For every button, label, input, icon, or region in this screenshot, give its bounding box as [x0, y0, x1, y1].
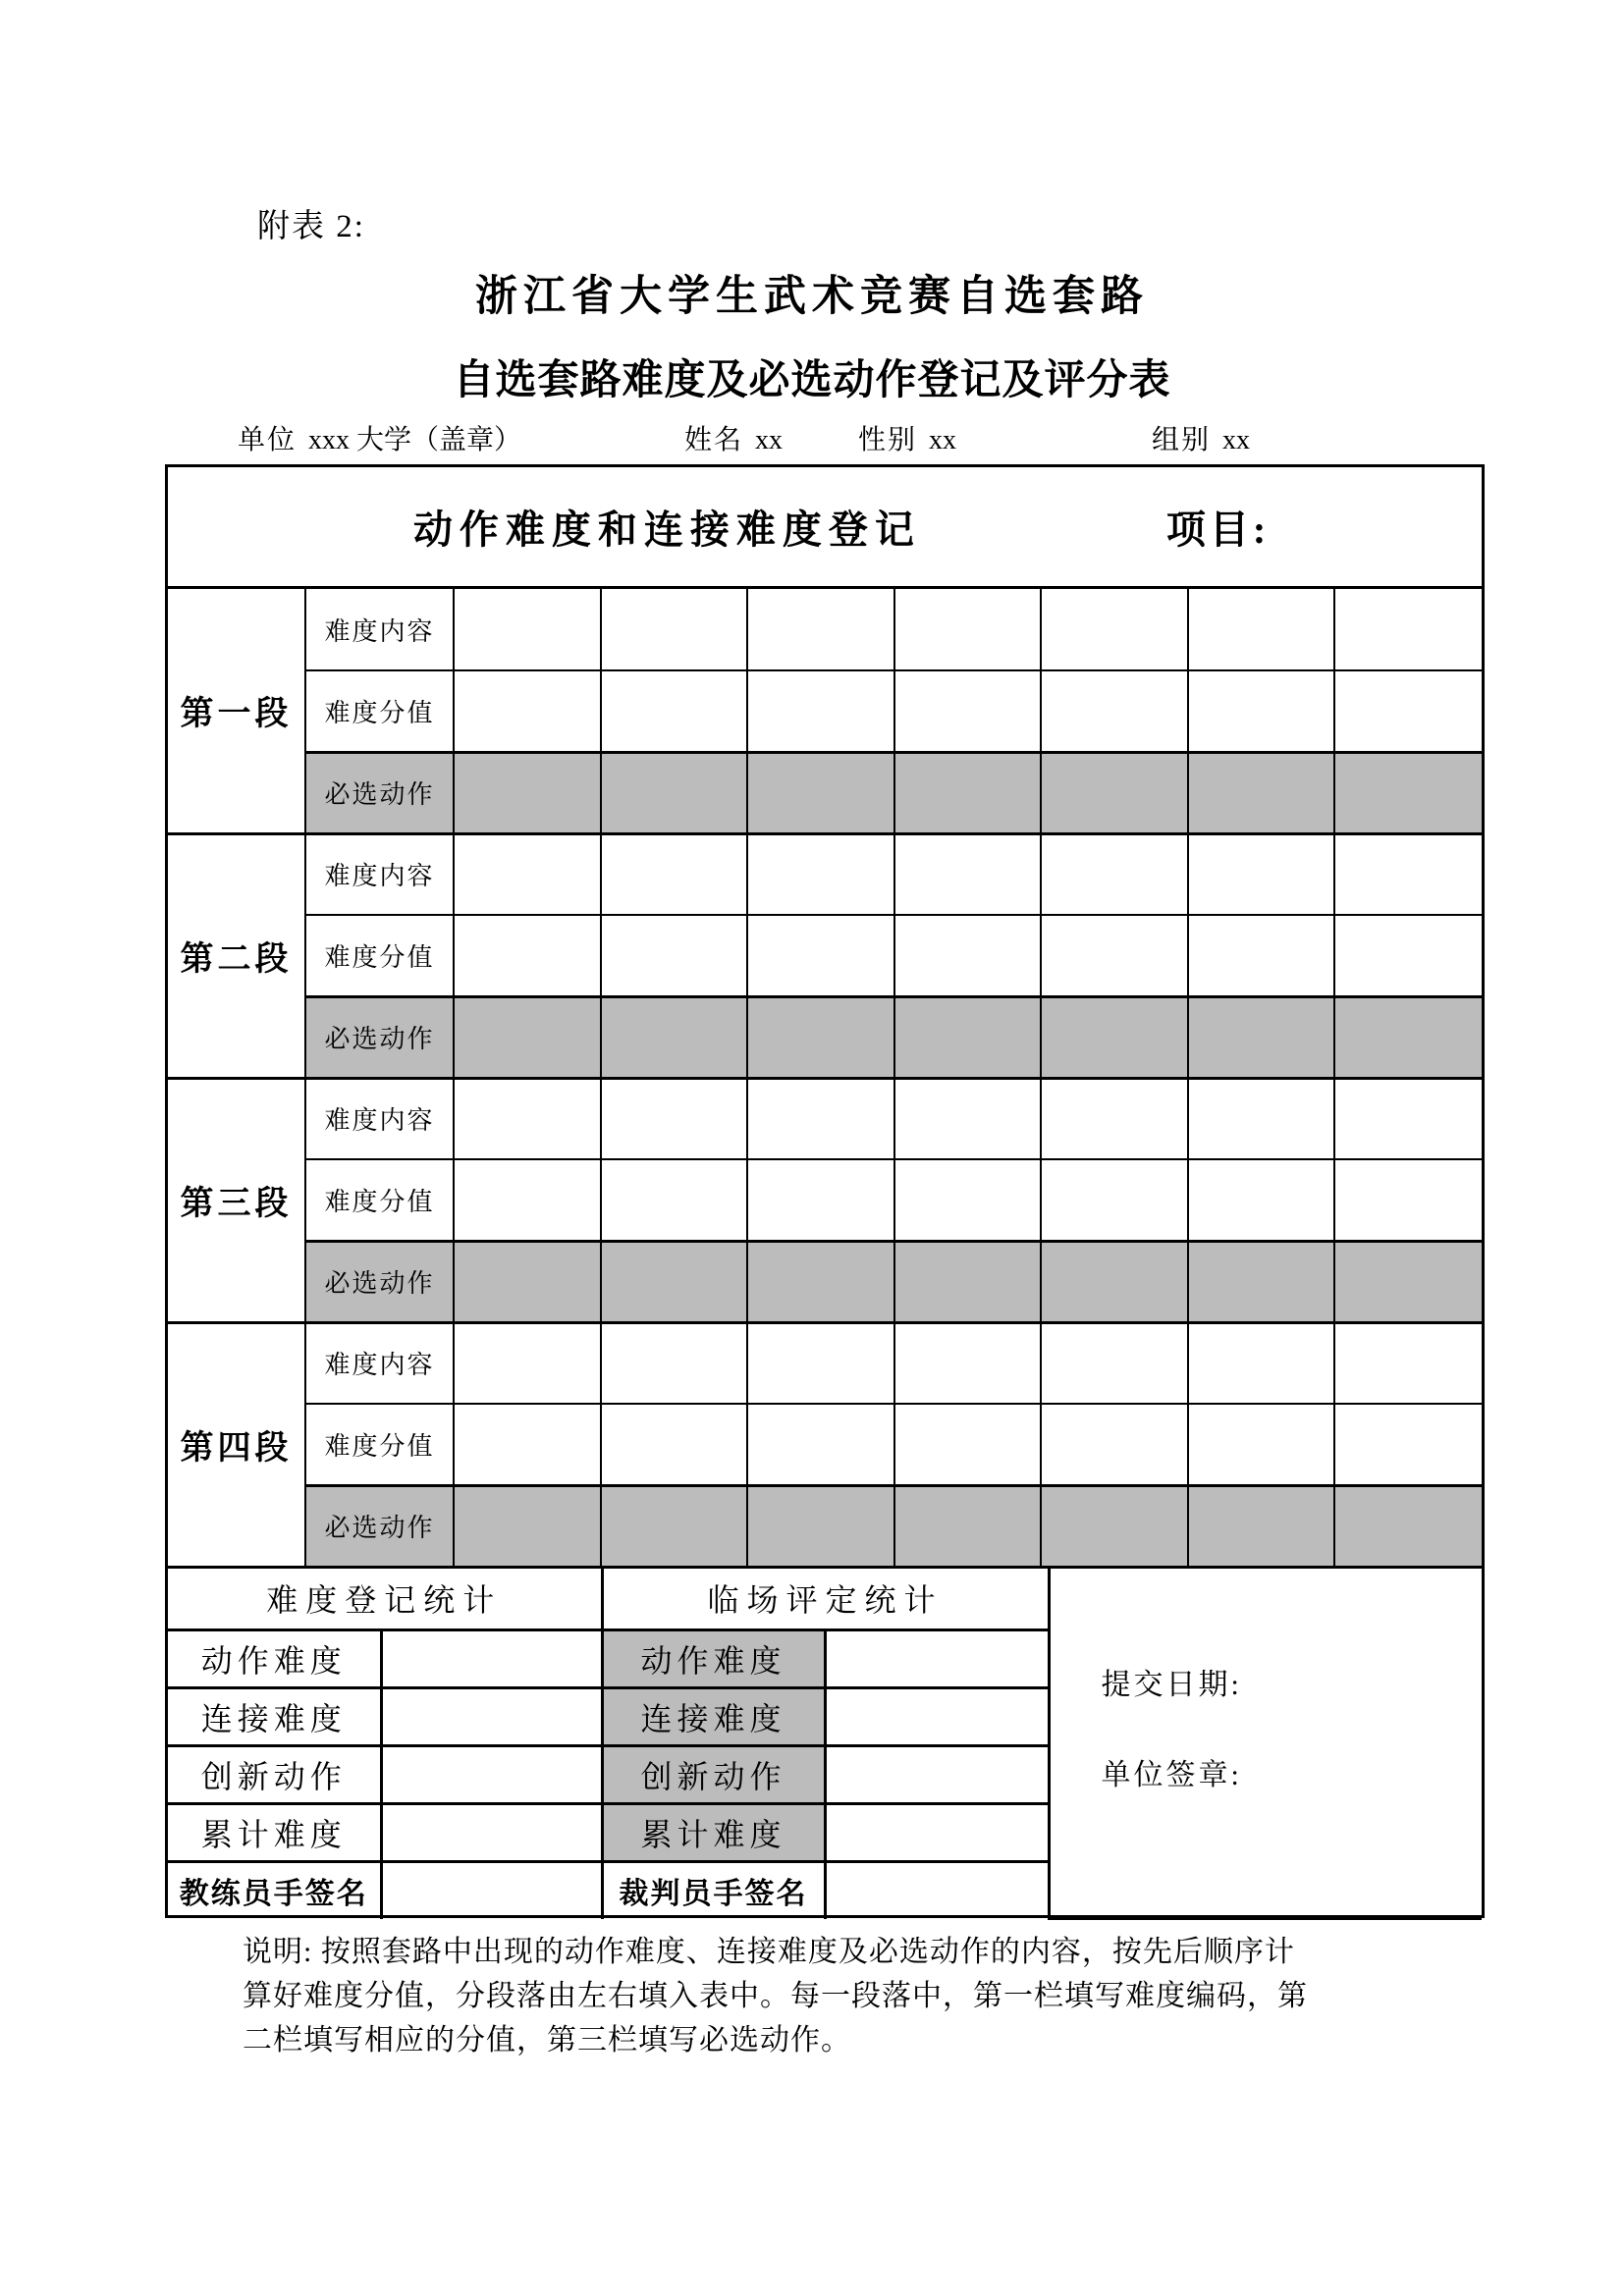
- fill-in-cell[interactable]: [1188, 1485, 1335, 1567]
- stat-value-cell[interactable]: [381, 1804, 602, 1862]
- stat-value-cell[interactable]: [381, 1688, 602, 1746]
- grid-header-title: 动作难度和连接难度登记: [412, 507, 921, 552]
- fill-in-cell[interactable]: [894, 1485, 1042, 1567]
- fill-in-cell[interactable]: [601, 670, 748, 752]
- athlete-info-line: [0, 418, 1624, 454]
- table-row: [168, 1485, 1482, 1567]
- fill-in-cell[interactable]: [1041, 1078, 1188, 1159]
- fill-in-cell[interactable]: [1041, 996, 1188, 1078]
- row-label-difficulty-content: 难度内容: [305, 589, 454, 670]
- fill-in-cell[interactable]: [1041, 1322, 1188, 1404]
- stat-value-cell[interactable]: [381, 1630, 602, 1688]
- table-row: [168, 1241, 1482, 1322]
- appendix-label: 附表 2:: [257, 209, 365, 244]
- fill-in-cell[interactable]: [1041, 1404, 1188, 1485]
- unit-field: [238, 418, 521, 457]
- coach-signature-cell[interactable]: [381, 1862, 602, 1919]
- unit-label: 单位: [238, 425, 298, 455]
- name-field: [684, 418, 783, 457]
- registration-form-box: [165, 464, 1485, 1918]
- table-row: [168, 589, 1482, 670]
- fill-in-cell[interactable]: [454, 670, 601, 752]
- fill-in-cell[interactable]: [894, 915, 1042, 996]
- fill-in-cell[interactable]: [747, 589, 894, 670]
- fill-in-cell[interactable]: [454, 752, 601, 833]
- stat-label-connection-difficulty: 连接难度: [602, 1688, 825, 1746]
- fill-in-cell[interactable]: [1188, 1404, 1335, 1485]
- fill-in-cell[interactable]: [1334, 752, 1482, 833]
- fill-in-cell[interactable]: [454, 1241, 601, 1322]
- fill-in-cell[interactable]: [747, 1404, 894, 1485]
- section-2-label: 第二段: [168, 833, 305, 1078]
- fill-in-cell[interactable]: [747, 1322, 894, 1404]
- fill-in-cell[interactable]: [1188, 752, 1335, 833]
- stat-value-cell[interactable]: [825, 1804, 1049, 1862]
- fill-in-cell[interactable]: [747, 752, 894, 833]
- coach-signature-label: 教练员手签名: [168, 1862, 381, 1919]
- instructions-line: 说明: 按照套路中出现的动作难度、连接难度及必选动作的内容，按先后顺序计: [243, 1936, 1295, 1968]
- table-row: [168, 1404, 1482, 1485]
- difficulty-registration-grid: [168, 589, 1482, 1569]
- fill-in-cell[interactable]: [894, 1159, 1042, 1241]
- stat-value-cell[interactable]: [825, 1688, 1049, 1746]
- instructions-line: 二栏填写相应的分值，第三栏填写必选动作。: [243, 2024, 851, 2056]
- group-field: [1152, 418, 1250, 457]
- fill-in-cell[interactable]: [894, 670, 1042, 752]
- stat-label-innovative-movement: 创新动作: [602, 1746, 825, 1804]
- fill-in-cell[interactable]: [1188, 833, 1335, 915]
- project-label: 项目:: [1165, 507, 1271, 552]
- fill-in-cell[interactable]: [1041, 1159, 1188, 1241]
- fill-in-cell[interactable]: [1334, 1322, 1482, 1404]
- fill-in-cell[interactable]: [747, 1485, 894, 1567]
- form-title-line2: 自选套路难度及必选动作登记及评分表: [453, 356, 1171, 402]
- fill-in-cell[interactable]: [894, 1322, 1042, 1404]
- section-4-label: 第四段: [168, 1322, 305, 1567]
- group-value: xx: [1222, 425, 1251, 455]
- fill-in-cell[interactable]: [454, 1078, 601, 1159]
- row-label-difficulty-content: 难度内容: [305, 1078, 454, 1159]
- row-label-required-movement: 必选动作: [305, 996, 454, 1078]
- instructions-note: [243, 1930, 1411, 2062]
- fill-in-cell[interactable]: [1334, 915, 1482, 996]
- fill-in-cell[interactable]: [747, 670, 894, 752]
- fill-in-cell[interactable]: [1188, 1322, 1335, 1404]
- fill-in-cell[interactable]: [1041, 589, 1188, 670]
- fill-in-cell[interactable]: [454, 1159, 601, 1241]
- unit-value: xxx 大学（盖章）: [308, 425, 522, 455]
- fill-in-cell[interactable]: [747, 1241, 894, 1322]
- registration-stats-header: 难度登记统计: [168, 1569, 602, 1630]
- fill-in-cell[interactable]: [894, 1241, 1042, 1322]
- row-label-required-movement: 必选动作: [305, 1485, 454, 1567]
- fill-in-cell[interactable]: [1041, 752, 1188, 833]
- fill-in-cell[interactable]: [1334, 670, 1482, 752]
- fill-in-cell[interactable]: [1334, 589, 1482, 670]
- fill-in-cell[interactable]: [1334, 833, 1482, 915]
- fill-in-cell[interactable]: [1334, 1404, 1482, 1485]
- fill-in-cell[interactable]: [454, 915, 601, 996]
- sex-field: [858, 418, 956, 457]
- stat-label-movement-difficulty: 动作难度: [168, 1630, 381, 1688]
- row-label-difficulty-content: 难度内容: [305, 1322, 454, 1404]
- stat-label-movement-difficulty: 动作难度: [602, 1630, 825, 1688]
- fill-in-cell[interactable]: [894, 589, 1042, 670]
- form-title-line1: 浙江省大学生武术竞赛自选套路: [475, 273, 1149, 320]
- row-label-difficulty-score: 难度分值: [305, 915, 454, 996]
- fill-in-cell[interactable]: [601, 833, 748, 915]
- fill-in-cell[interactable]: [1334, 1241, 1482, 1322]
- row-label-required-movement: 必选动作: [305, 752, 454, 833]
- unit-seal-label: 单位签章:: [1101, 1758, 1242, 1791]
- grid-header: [168, 467, 1482, 589]
- fill-in-cell[interactable]: [1334, 996, 1482, 1078]
- fill-in-cell[interactable]: [1188, 996, 1335, 1078]
- fill-in-cell[interactable]: [601, 589, 748, 670]
- table-row: [168, 1322, 1482, 1404]
- fill-in-cell[interactable]: [1188, 589, 1335, 670]
- table-row: [168, 1078, 1482, 1159]
- table-row: [168, 833, 1482, 915]
- row-label-difficulty-content: 难度内容: [305, 833, 454, 915]
- fill-in-cell[interactable]: [894, 1078, 1042, 1159]
- table-row: [168, 1569, 1482, 1630]
- onsite-evaluation-stats-header: 临场评定统计: [602, 1569, 1049, 1630]
- judge-signature-cell[interactable]: [825, 1862, 1049, 1919]
- stat-value-cell[interactable]: [825, 1746, 1049, 1804]
- fill-in-cell[interactable]: [601, 1241, 748, 1322]
- fill-in-cell[interactable]: [454, 996, 601, 1078]
- fill-in-cell[interactable]: [1334, 1485, 1482, 1567]
- fill-in-cell[interactable]: [1334, 1159, 1482, 1241]
- stat-value-cell[interactable]: [825, 1630, 1049, 1688]
- section-1-label: 第一段: [168, 589, 305, 833]
- sex-value: xx: [929, 425, 957, 455]
- fill-in-cell[interactable]: [747, 1078, 894, 1159]
- table-row: [168, 752, 1482, 833]
- stat-value-cell[interactable]: [381, 1746, 602, 1804]
- table-row: [168, 996, 1482, 1078]
- fill-in-cell[interactable]: [454, 589, 601, 670]
- fill-in-cell[interactable]: [747, 996, 894, 1078]
- table-row: [168, 1159, 1482, 1241]
- fill-in-cell[interactable]: [454, 1322, 601, 1404]
- fill-in-cell[interactable]: [1041, 1485, 1188, 1567]
- fill-in-cell[interactable]: [1188, 670, 1335, 752]
- fill-in-cell[interactable]: [601, 1078, 748, 1159]
- name-label: 姓名: [684, 425, 744, 455]
- table-row: [168, 670, 1482, 752]
- fill-in-cell[interactable]: [454, 1485, 601, 1567]
- fill-in-cell[interactable]: [601, 1485, 748, 1567]
- table-row: [168, 915, 1482, 996]
- fill-in-cell[interactable]: [747, 915, 894, 996]
- fill-in-cell[interactable]: [747, 833, 894, 915]
- group-label: 组别: [1152, 425, 1212, 455]
- fill-in-cell[interactable]: [1041, 670, 1188, 752]
- submit-date-label: 提交日期:: [1101, 1668, 1242, 1701]
- fill-in-cell[interactable]: [601, 915, 748, 996]
- fill-in-cell[interactable]: [1188, 1241, 1335, 1322]
- section-3-label: 第三段: [168, 1078, 305, 1322]
- fill-in-cell[interactable]: [1188, 1078, 1335, 1159]
- fill-in-cell[interactable]: [601, 1322, 748, 1404]
- row-label-difficulty-score: 难度分值: [305, 1404, 454, 1485]
- fill-in-cell[interactable]: [1188, 1159, 1335, 1241]
- stat-label-cumulative-difficulty: 累计难度: [602, 1804, 825, 1862]
- stat-label-cumulative-difficulty: 累计难度: [168, 1804, 381, 1862]
- fill-in-cell[interactable]: [1041, 833, 1188, 915]
- fill-in-cell[interactable]: [894, 1404, 1042, 1485]
- instructions-line: 算好难度分值，分段落由左右填入表中。每一段落中，第一栏填写难度编码，第: [243, 1980, 1308, 2012]
- fill-in-cell[interactable]: [1334, 1078, 1482, 1159]
- fill-in-cell[interactable]: [1041, 915, 1188, 996]
- fill-in-cell[interactable]: [894, 833, 1042, 915]
- fill-in-cell[interactable]: [601, 752, 748, 833]
- stat-label-innovative-movement: 创新动作: [168, 1746, 381, 1804]
- stat-label-connection-difficulty: 连接难度: [168, 1688, 381, 1746]
- fill-in-cell[interactable]: [1188, 915, 1335, 996]
- fill-in-cell[interactable]: [454, 833, 601, 915]
- row-label-difficulty-score: 难度分值: [305, 1159, 454, 1241]
- fill-in-cell[interactable]: [454, 1404, 601, 1485]
- fill-in-cell[interactable]: [894, 752, 1042, 833]
- fill-in-cell[interactable]: [601, 996, 748, 1078]
- fill-in-cell[interactable]: [894, 996, 1042, 1078]
- fill-in-cell[interactable]: [1041, 1241, 1188, 1322]
- judge-signature-label: 裁判员手签名: [602, 1862, 825, 1919]
- name-value: xx: [755, 425, 784, 455]
- date-and-seal-cell[interactable]: [1049, 1569, 1482, 1919]
- fill-in-cell[interactable]: [601, 1159, 748, 1241]
- row-label-difficulty-score: 难度分值: [305, 670, 454, 752]
- fill-in-cell[interactable]: [747, 1159, 894, 1241]
- sex-label: 性别: [858, 425, 918, 455]
- row-label-required-movement: 必选动作: [305, 1241, 454, 1322]
- fill-in-cell[interactable]: [601, 1404, 748, 1485]
- statistics-table: [168, 1569, 1482, 1921]
